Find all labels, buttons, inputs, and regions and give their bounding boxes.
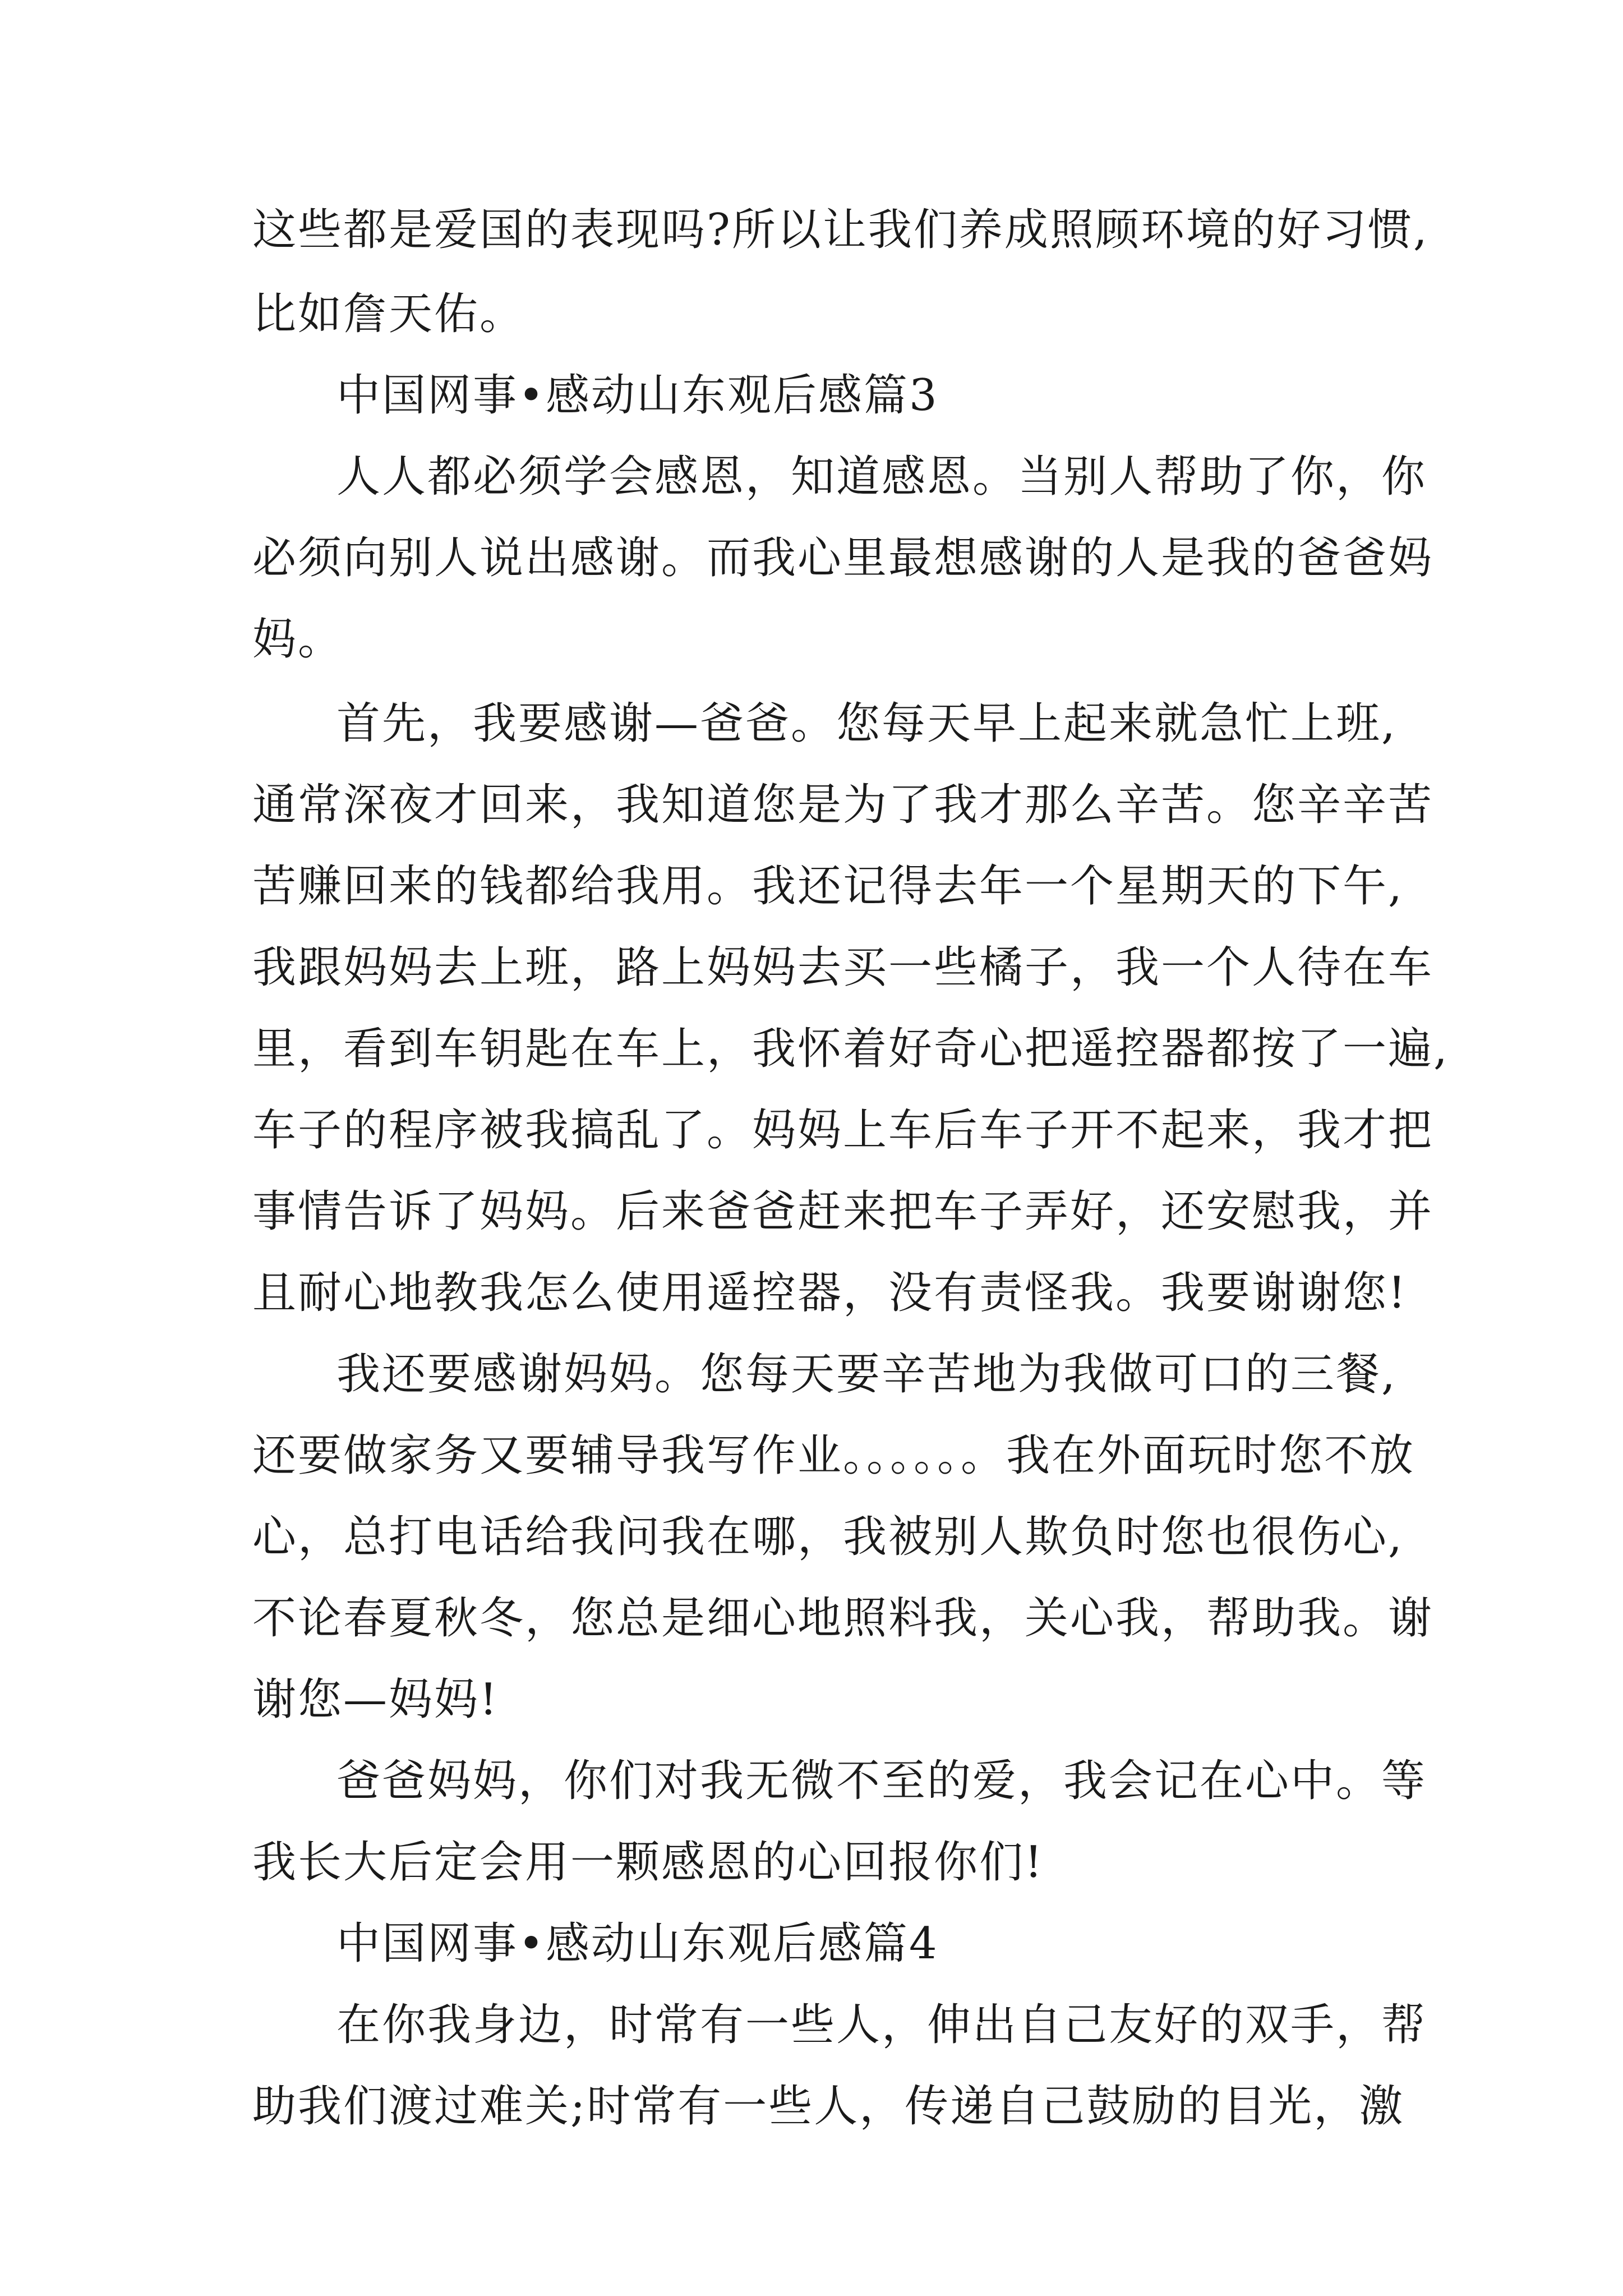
text-line: 且耐心地教我怎么使用遥控器，没有责怪我。我要谢谢您! [252,1268,1408,1318]
text-line: 事情告诉了妈妈。后来爸爸赶来把车子弄好，还安慰我，并 [252,1186,1434,1237]
text-line: 还要做家务又要辅导我写作业。。。。。。我在外面玩时您不放 [252,1430,1415,1481]
text-line: 首先，我要感谢—爸爸。您每天早上起来就急忙上班, [336,698,1397,749]
text-line: 助我们渡过难关;时常有一些人，传递自己鼓励的目光，激 [252,2081,1405,2132]
text-line: 通常深夜才回来，我知道您是为了我才那么辛苦。您辛辛苦 [252,780,1434,830]
text-line: 我跟妈妈去上班，路上妈妈去买一些橘子，我一个人待在车 [252,942,1434,993]
text-line: 这些都是爱国的表现吗?所以让我们养成照顾环境的好习惯, [252,205,1429,255]
text-line: 爸爸妈妈，你们对我无微不至的爱，我会记在心中。等 [336,1756,1427,1806]
text-line: 不论春夏秋冬，您总是细心地照料我，关心我，帮助我。谢 [252,1593,1434,1644]
text-line: 妈。 [252,614,344,665]
text-line: 谢您—妈妈! [252,1674,499,1725]
text-line: 我长大后定会用一颗感恩的心回报你们! [252,1837,1044,1888]
text-line: 在你我身边，时常有一些人，伸出自己友好的双手，帮 [336,2000,1427,2050]
text-line: 心，总打电话给我问我在哪，我被别人欺负时您也很伤心, [252,1512,1404,1562]
text-line: 车子的程序被我搞乱了。妈妈上车后车子开不起来，我才把 [252,1105,1434,1156]
text-line: 比如詹天佑。 [252,289,525,339]
text-line: 里，看到车钥匙在车上，我怀着好奇心把遥控器都按了一遍, [252,1024,1449,1074]
text-line: 人人都必须学会感恩，知道感恩。当别人帮助了你，你 [336,452,1427,502]
text-line: 必须向别人说出感谢。而我心里最想感谢的人是我的爸爸妈 [252,533,1434,583]
section-heading: 中国网事•感动山东观后感篇4 [336,1918,939,1969]
text-line: 苦赚回来的钱都给我用。我还记得去年一个星期天的下午, [252,861,1404,912]
section-heading: 中国网事•感动山东观后感篇3 [336,370,939,421]
text-line: 我还要感谢妈妈。您每天要辛苦地为我做可口的三餐, [336,1349,1397,1400]
